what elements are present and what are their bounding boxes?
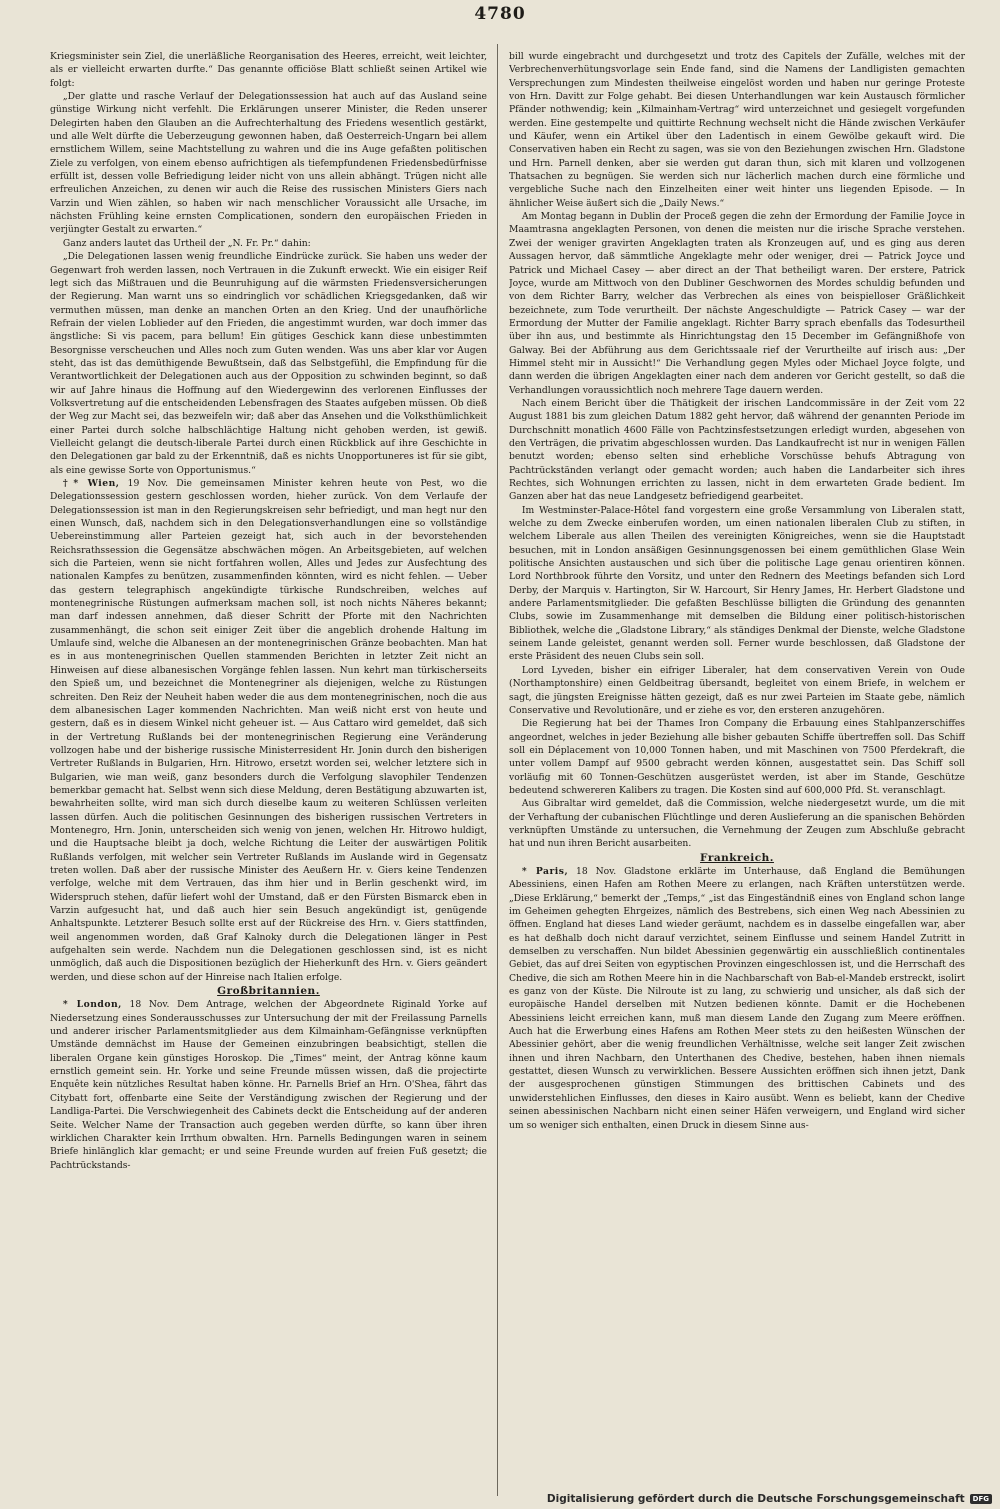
article-paragraph: bill wurde eingebracht und durchgesetzt und trotz des Capitels der Zufälle, welches mit der Verbrechenverhütungsvorlage sein Ende fand, sind die Namens der Landligisten gemachten Versprechungen zum Mindesten theilweise eingelöst worden und haben nur geringe Proteste von Hrn. Davitt zur Folge gehabt. Bei diesen Unterhandlungen war kein Austausch förmlicher Pfänder nothwendig; kein „Kilmainham-Vertrag“ wird unterzeichnet und gesiegelt vorgefunden werden. Eine gestempelte und quittirte Rechnung wechselt nicht die Hände zwischen Verkäufer und Käufer, wenn ein Artikel über den Ladentisch in einem Gewölbe gekauft wird. Die Conservativen haben ein Recht zu sagen, was sie von den Beziehungen zwischen Hrn. Gladstone und Hrn. Parnell denken, aber sie werden gut daran thun, sich mit klaren und vollzogenen Thatsachen zu begnügen. Sie werden sich nur lächerlich machen durch eine förmliche und vergebliche Suche nach den Einzelheiten einer weit hinter uns liegenden Episode. — In ähnlicher Weise äußert sich die „Daily News.“ xyxy=(509,51,965,209)
article-paragraph: Aus Gibraltar wird gemeldet, daß die Commission, welche niedergesetzt wurde, um die mit der Verhaftung der cubanischen Flüchtlinge und deren Auslieferung an die spanischen Behörden verknüpften Umstände zu untersuchen, die Vernehmung der Zeugen zum Abschluße gebracht hat und nun ihren Bericht ausarbeiten. xyxy=(509,798,965,850)
dateline: †* Wien, xyxy=(62,478,120,489)
article-paragraph: Nach einem Bericht über die Thätigkeit der irischen Landcommissäre in der Zeit vom 22 August 1881 bis zum gleichen Datum 1882 geht hervor, daß während der genannten Periode im Durchschnitt monatlich 4600 Fälle von Pachtzinsfestsetzungen erledigt wurden, abgesehen von den Verträgen, die privatim abgeschlossen wurden. Das Landkaufrecht ist nur in wenigen Fällen benutzt worden; ebenso selten sind erhebliche Vorschüsse behufs Abtragung von Pachtrückständen verlangt oder gemacht worden; auch haben die Landarbeiter sich ihres Rechtes, sich Wohnungen errichten zu lassen, nicht in dem erwarteten Grade bedient. Im Ganzen aber hat das neue Landgesetz befriedigend gearbeitet. xyxy=(509,397,965,503)
article-paragraph: Am Montag begann in Dublin der Proceß gegen die zehn der Ermordung der Familie Joyce in Maamtrasna angeklagten Personen, von denen die meisten nur die irische Sprache verstehen. Zwei der weniger gravirten Angeklagten traten als Kronzeugen auf, und es ging aus deren Aussagen hervor, daß sämmtliche Angeklagte mehr oder weniger, drei — Patrick Joyce und Patrick und Michael Casey — aber direct an der That betheiligt waren. Der erstere, Patrick Joyce, wurde am Mittwoch von den Dubliner Geschwornen des Mordes schuldig befunden und von dem Richter Barry, welcher das Verbrechen als eines von beispielloser Gräßlichkeit bezeichnete, zum Tode verurtheilt. Der nächste Angeschuldigte — Patrick Casey — war der Ermordung der Mutter der Familie angeklagt. Richter Barry sprach ebenfalls das Todesurtheil über ihn aus, und bestimmte als Hinrichtungstag den 15 December im Gefängnißhofe von Galway. Bei der Abführung aus dem Gerichtssaale rief der Verurtheilte auf irisch aus: „Der Himmel steht mir in Aussicht!“ Die Verhandlung gegen Myles oder Michael Joyce folgte, und dann werden die übrigen Angeklagten einer nach dem anderen vor Gericht gestellt, so daß die Verhandlungen voraussichtlich noch mehrere Tage dauern werden. xyxy=(509,211,965,396)
dateline: * London, xyxy=(62,999,122,1011)
section-heading: Großbritannien. xyxy=(217,985,320,998)
paragraph-text: 18 Nov. Dem Antrage, welchen der Abgeordnete Riginald Yorke auf Niedersetzung eines Sonderausschusses zur Untersuchung der mit der Freilassung Parnells und anderer irischer Parlamentsmitglieder aus dem Kilmainham-Gefängnisse verknüpften Umstände demnächst im Hause der Gemeinen einzubringen beabsichtigt, stellen die liberalen Organe kein günstiges Horoskop. Die „Times“ meint, der Antrag könne kaum ernstlich gemeint sein. Hr. Yorke und seine Freunde müssen wissen, daß die projectirte Enquête kein nützliches Resultat haben könne. Hr. Parnells Brief an Hrn. O'Shea, fährt das Citybatt fort, offenbarte eine Seite der Verständigung zwischen der Regierung und der Landliga-Partei. Die Verschwiegenheit des Cabinets deckt die Entscheidung auf der anderen Seite. Welcher Name der Transaction auch gegeben werden dürfte, so kann über ihren wirklichen Charakter kein Irrthum obwalten. Hrn. Parnells Bedingungen waren in seinem Briefe hinlänglich klar gemacht; er und seine Freunde wurden auf freien Fuß gesetzt; die Pachtrückstands- xyxy=(50,999,487,1171)
article-paragraph: Im Westminster-Palace-Hôtel fand vorgestern eine große Versammlung von Liberalen statt, welche zu dem Zwecke einberufen worden, um einen nationalen liberalen Club zu stiften, in welchem Liberale aus allen Theilen des vereinigten Königreiches, wenn sie die Hauptstadt besuchen, mit in London ansäßigen Gesinnungsgenossen bei einem gemüthlichen Glase Wein politische Ansichten austauschen und sich über die politische Lage genau orientiren können. Lord Northbrook führte den Vorsitz, und unter den Rednern des Meetings befanden sich Lord Derby, der Marquis v. Hartington, Sir W. Harcourt, Sir Henry James, Hr. Herbert Gladstone und andere Parlamentsmitglieder. Die gefaßten Beschlüsse billigten die Gründung des genannten Clubs, sowie im Zusammenhange mit demselben die Bildung einer politisch-historischen Bibliothek, welche die „Gladstone Library,“ als ständiges Denkmal der Dienste, welche Gladstone seinem Lande geleistet, genannt werden soll. Ferner wurde beschlossen, daß Gladstone der erste Präsident des neuen Clubs sein soll. xyxy=(509,504,965,663)
article-paragraph xyxy=(50,477,487,984)
footer-text: Digitalisierung gefördert durch die Deutsche Forschungsgemeinschaft xyxy=(546,1493,965,1505)
digitization-footer xyxy=(547,1493,992,1505)
article-paragraph: „Die Delegationen lassen wenig freundliche Eindrücke zurück. Sie haben uns weder der Gegenwart froh werden lassen, noch Vertrauen in die Zukunft erweckt. Wie ein eisiger Reif legt sich das Mißtrauen und die Beunruhigung auf die wärmsten Friedensversicherungen der Regierung. Man warnt uns so eindringlich vor schädlichen Kriegsgedanken, daß wir vermuthen müssen, man denke an manchen Orten an den Krieg. Und der unaufhörliche Refrain der vielen Loblieder auf den Frieden, die angestimmt wurden, war doch immer das ängstliche: Si vis pacem, para bellum! Ein gütiges Geschick kann diese unbestimmten Besorgnisse verscheuchen und Alles noch zum Guten wenden. Was uns aber klar vor Augen steht, das ist das demüthigende Bewußtsein, daß das Selbstgefühl, die Empfindung für die Verantwortlichkeit der Delegationen auch aus der Opposition zu schwinden beginnt, so daß wir auf Jahre hinaus die Hoffnung auf den Wiedergewinn des verlorenen Einflusses der Volksvertretung auf die entscheidenden Lebensfragen des Staates aufgeben müssen. Ob dieß der Weg zur Macht sei, das bezweifeln wir; daß aber das Ansehen und die Volksthümlichkeit einer Partei durch solche halbschlächtige Haltung nicht gehoben werden, ist gewiß. Vielleicht gelangt die deutsch-liberale Partei durch einen Rückblick auf ihre Geschichte in den Delegationen gar bald zu der Erkenntniß, daß es nichts Unopportuneres ist für sie gibt, als eine gewisse Sorte von Opportunismus.“ xyxy=(50,251,487,476)
paragraph-text: 18 Nov. Gladstone erklärte im Unterhause, daß England die Bemühungen Abessiniens, einen Hafen am Rothen Meere zu erlangen, nach Kräften unterstützen werde. „Diese Erklärung,“ bemerkt der „Temps,“ „ist das Eingeständniß eines von England schon lange im Geheimen gehegten Ehrgeizes, nämlich des Bestrebens, sich einen Weg nach Abessinien zu öffnen. England hat dieses Land wieder geräumt, nachdem es in dasselbe eingefallen war, aber es hat deßhalb doch nicht darauf verzichtet, seinem Einflusse und seinem Handel Zutritt in demselben zu verschaffen. Nun bildet Abessinien gegenwärtig ein ausschließlich continentales Gebiet, das auf drei Seiten von egyptischen Provinzen eingeschlossen ist, und die Herrschaft des Chedive, die sich am Rothen Meere hin in die Nachbarschaft von Bab-el-Mandeb erstreckt, isolirt es ganz von der Küste. Die Nilroute ist zu lang, zu schwierig und unsicher, als daß sich der europäische Handel derselben mit Nutzen bedienen könnte. Damit er die Hochebenen Abessiniens leicht erreichen kann, muß man diesem Lande den Zugang zum Meere eröffnen. Auch hat die Erwerbung eines Hafens am Rothen Meer stets zu den heißesten Wünschen der Abessinier gehört, aber die wenig freundlichen Verhältnisse, welche seit langer Zeit zwischen ihnen und ihren Nachbarn, den Unterthanen des Chedive, bestehen, haben ihnen niemals gestattet, diesen Wunsch zu verwirklichen. Bessere Aussichten eröffnen sich ihnen jetzt, Dank der ausgesprochenen günstigen Stimmungen des brittischen Cabinets und des unwiderstehlichen Einflusses, den dieses in Kairo ausübt. Wenn es beliebt, kann der Chedive seinen abessinischen Nachbarn nicht einen seiner Häfen verweigern, und England wird sicher um so weniger sich enthalten, einen Druck in diesem Sinne aus- xyxy=(509,865,965,1131)
article-paragraph xyxy=(50,998,487,1171)
article-paragraph: Ganz anders lautet das Urtheil der „N. Fr. Pr.“ dahin: xyxy=(62,237,311,249)
article-paragraph xyxy=(509,865,965,1132)
article-paragraph: Lord Lyveden, bisher ein eifriger Liberaler, hat dem conservativen Verein von Oude (Northamptonshire) einen Geldbeitrag übersandt, begleitet von einem Briefe, in welchem er sagt, die jüngsten Ereignisse hätten gezeigt, daß es nur zwei Parteien im Staate gebe, nämlich Conservative und Revolutionäre, und er ziehe es vor, den ersteren anzugehören. xyxy=(509,664,965,716)
paragraph-text: 19 Nov. Die gemeinsamen Minister kehren heute von Pest, wo die Delegationssession gestern geschlossen worden, hieher zurück. Von dem Verlaufe der Delegationssession ist man in den Regierungskreisen sehr befriedigt, und man hegt nur den einen Wunsch, daß, nachdem sich in den Delegationsverhandlungen eine so vollständige Uebereinstimmung aller Parteien gezeigt hat, sich auch in der bevorstehenden Reichsrathssession die Gegensätze abschwächen mögen. An Arbeitsgebieten, auf welchen sich die Parteien, wenn sie nicht fortfahren wollen, Alles und Jedes zur Ausfechtung des nationalen Kampfes zu benützen, zusammenfinden könnten, wird es nicht fehlen. — Ueber das gestern telegraphisch angekündigte türkische Rundschreiben, welches auf montenegrinische Rüstungen aufmerksam machen soll, ist noch nichts Näheres bekannt; man darf indessen annehmen, daß dieser Schritt der Pforte mit den Nachrichten zusammenhängt, die schon seit einiger Zeit über die angeblich drohende Haltung im Umlaufe sind, welche die Albanesen an der montenegrinischen Gränze beobachten. Man hat es in aus montenegrinischen Quellen stammenden Berichten in letzter Zeit nicht an Hinweisen auf diese albanesischen Vorgänge fehlen lassen. Nun kehrt man türkischerseits den Spieß um, und bezeichnet die Montenegriner als diejenigen, welche zu Rüstungen schreiten. Den Reiz der Neuheit haben weder die aus dem montenegrinischen, noch die aus dem albanesischen Lager kommenden Nachrichten. Man weiß nicht erst von heute und gestern, daß es in diesem Winkel nicht geheuer ist. — Aus Cattaro wird gemeldet, daß sich in der Vertretung Rußlands bei der montenegrinischen Regierung eine Veränderung vollzogen habe und der bisherige russische Ministerresident Hr. Jonin durch den bisherigen Vertreter Rußlands in Bulgarien, Hrn. Hitrowo, ersetzt worden sei, welcher letztere sich in Bulgarien, wie man weiß, ganz besonders durch die Verfolgung slavophiler Tendenzen bemerkbar gemacht hat. Selbst wenn sich diese Meldung, deren Bestätigung abzuwarten ist, bewahrheiten sollte, wird man sich durch dieselbe kaum zu weiteren Schlüssen verleiten lassen dürfen. Auch die politischen Gesinnungen des bisherigen russischen Vertreters in Montenegro, Hrn. Jonin, unterscheiden sich wenig von jenen, welchen Hr. Hitrowo huldigt, und die Hauptsache bleibt ja doch, welche Richtung die Leiter der auswärtigen Politik Rußlands verfolgen, mit welcher sein Vertreter Rußlands im Auslande wird in Gegensatz treten wollen. Daß aber der russische Minister des Aeußern Hr. v. Giers keine Tendenzen verfolge, welche mit dem Vertrauen, das ihm hier und in Berlin geschenkt wird, im Widerspruch stehen, dafür liefert wohl der Umstand, daß er den Fürsten Bismarck eben in Varzin aufgesucht hat, und daß auch hier sein Besuch angekündigt ist, genügende Anhaltspunkte. Letzterer Besuch sollte erst auf der Rückreise des Hrn. v. Giers stattfinden, weil angenommen worden, daß Graf Kalnoky durch die Delegationen länger in Pest aufgehalten sein werde. Nachdem nun die Delegationen geschlossen sind, ist es nicht unmöglich, daß auch die Dispositionen bezüglich der Hieherkunft des Hrn. v. Giers geändert werden, und diese schon auf der Hinreise nach Italien erfolge. xyxy=(50,478,487,983)
article-paragraph: Kriegsminister sein Ziel, die unerläßliche Reorganisation des Heeres, erreicht, weit leichter, als er vielleicht erwarten durfte.“ Das genannte officiöse Blatt schließt seinen Artikel wie folgt: xyxy=(50,51,487,89)
dateline: * Paris, xyxy=(521,865,569,877)
right-column xyxy=(509,50,965,1490)
section-heading: Frankreich. xyxy=(700,851,774,864)
article-paragraph: Die Regierung hat bei der Thames Iron Company die Erbauung eines Stahlpanzerschiffes angeordnet, welches in jeder Beziehung alle bisher gebauten Schiffe übertreffen soll. Das Schiff soll ein Déplacement von 10,000 Tonnen haben, und mit Maschinen von 7500 Pferdekraft, die unter vollem Dampf auf 9500 gebracht werden können, ausgestattet sein. Das Schiff soll vorläufig mit 60 Tonnen-Geschützen ausgerüstet werden, ist aber im Stande, Geschütze bedeutend schwereren Kalibers zu tragen. Die Kosten sind auf 600,000 Pfd. St. veranschlagt. xyxy=(509,718,965,796)
dfg-logo-icon: DFG xyxy=(970,1494,992,1504)
column-divider xyxy=(497,44,498,1496)
left-column xyxy=(50,50,487,1490)
page-number: 4780 xyxy=(474,4,526,24)
article-paragraph: „Der glatte und rasche Verlauf der Delegationssession hat auch auf das Ausland seine günstige Wirkung nicht verfehlt. Die Erklärungen unserer Minister, die Reden unserer Delegirten haben den Glauben an die Aufrechterhaltung des Friedens wesentlich gestärkt, und alle Welt dürfte die Ueberzeugung gewonnen haben, daß Oesterreich-Ungarn bei allem ernstlichem Willem, seine Machtstellung zu wahren und die ins Auge gefaßten politischen Ziele zu verfolgen, von einem ebenso aufrichtigen als tiefempfundenen Friedensbedürfnisse erfüllt ist, dessen volle Befriedigung leider nicht von uns allein abhängt. Trügen nicht alle erfreulichen Anzeichen, zu denen wir auch die Reise des russischen Ministers Giers nach Varzin und Wien zählen, so haben wir nach menschlicher Voraussicht alle Ursache, im nächsten Frühling keine ernsten Complicationen, sondern den europäischen Frieden in verjüngter Gestalt zu erwarten.“ xyxy=(50,91,487,236)
